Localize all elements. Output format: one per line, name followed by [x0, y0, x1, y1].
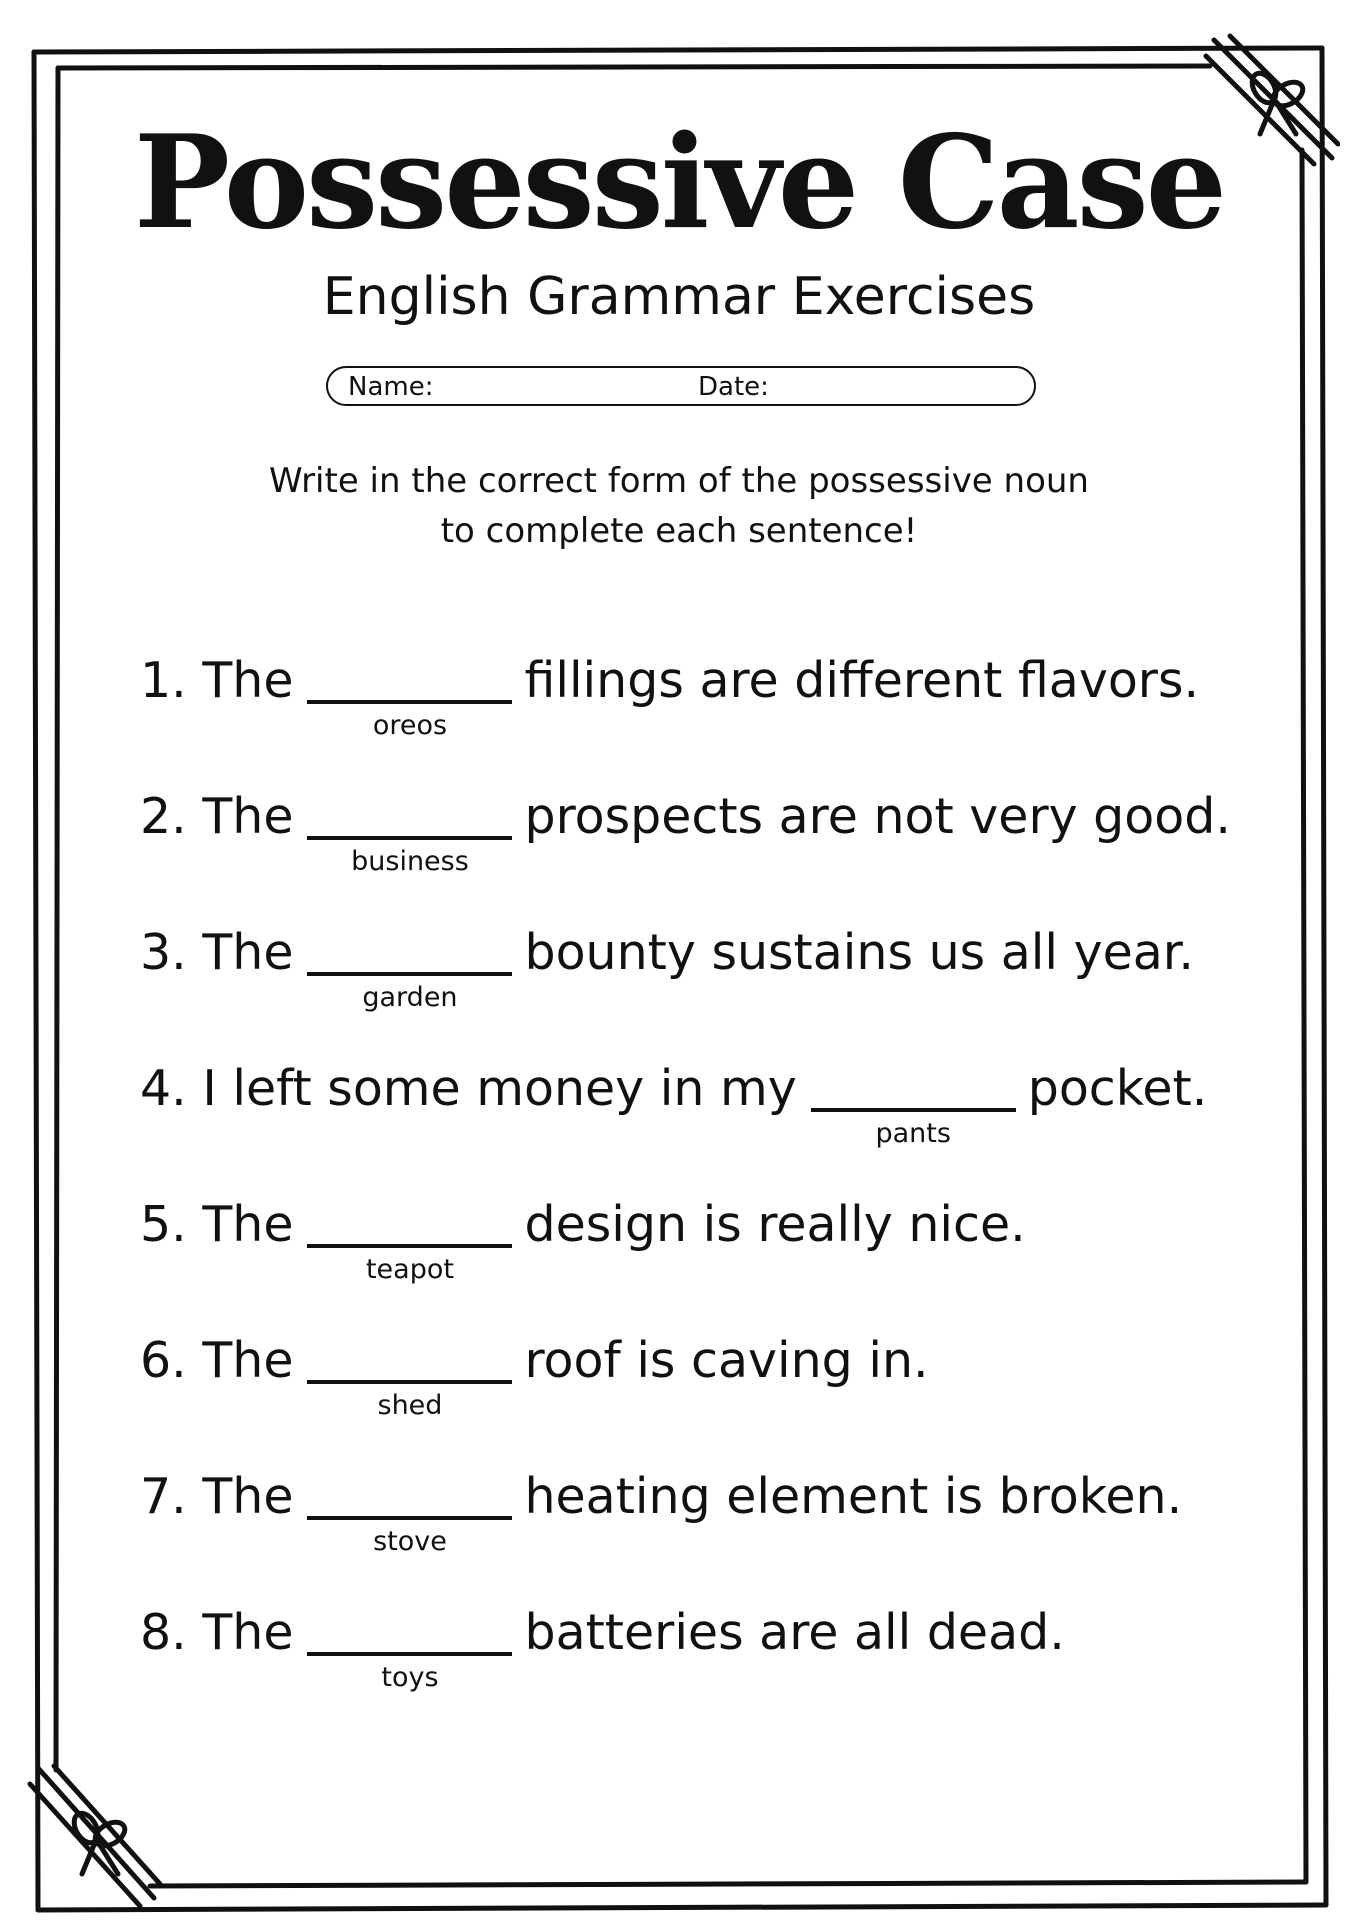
exercise-text: 5. The	[140, 1196, 294, 1253]
exercise-text: 2. The	[140, 788, 294, 845]
exercise-text: 1. The	[140, 652, 294, 709]
exercise-text: 3. The	[140, 924, 294, 981]
answer-blank[interactable]	[307, 648, 512, 741]
ribbon-bow-icon	[24, 1760, 164, 1910]
hint-word: stove	[373, 1526, 447, 1557]
hint-word: teapot	[365, 1254, 454, 1285]
exercise-5	[140, 1192, 1026, 1292]
exercise-text: 8. The	[140, 1604, 294, 1661]
answer-blank[interactable]	[811, 1056, 1016, 1149]
exercise-7	[140, 1464, 1182, 1564]
answer-blank[interactable]	[307, 1328, 512, 1421]
answer-blank[interactable]	[307, 920, 512, 1013]
date-field[interactable]: Date:	[698, 372, 769, 402]
answer-blank[interactable]	[307, 1600, 512, 1693]
exercise-6	[140, 1328, 929, 1428]
exercise-text: prospects are not very good.	[524, 788, 1231, 845]
exercise-text: 6. The	[140, 1332, 294, 1389]
exercise-text: roof is caving in.	[524, 1332, 929, 1389]
exercise-text: bounty sustains us all year.	[524, 924, 1194, 981]
hint-word: toys	[381, 1662, 439, 1693]
hint-word: garden	[362, 982, 458, 1013]
hint-word: business	[351, 846, 469, 877]
hint-word: shed	[377, 1390, 443, 1421]
answer-blank[interactable]	[307, 1464, 512, 1557]
worksheet-title: Possessive Case	[133, 108, 1225, 258]
exercise-4	[140, 1056, 1207, 1156]
exercise-text: design is really nice.	[524, 1196, 1026, 1253]
exercise-2	[140, 784, 1231, 884]
instructions	[0, 456, 1358, 556]
exercise-text: pocket.	[1027, 1060, 1208, 1117]
answer-blank[interactable]	[307, 784, 512, 877]
name-date-box	[326, 366, 1036, 406]
exercise-8	[140, 1600, 1065, 1700]
exercise-text: 7. The	[140, 1468, 294, 1525]
exercise-3	[140, 920, 1194, 1020]
exercise-text: fillings are different flavors.	[524, 652, 1200, 709]
exercise-1	[140, 648, 1199, 748]
hint-word: oreos	[372, 710, 448, 741]
exercise-text: 4. I left some money in my	[140, 1060, 797, 1117]
exercise-text: batteries are all dead.	[524, 1604, 1065, 1661]
exercise-text: heating element is broken.	[524, 1468, 1183, 1525]
answer-blank[interactable]	[307, 1192, 512, 1285]
instructions-line: Write in the correct form of the possessive noun	[268, 461, 1089, 501]
hint-word: pants	[875, 1118, 951, 1149]
name-field[interactable]: Name:	[348, 372, 434, 402]
worksheet-subtitle: English Grammar Exercises	[322, 267, 1036, 327]
instructions-line: to complete each sentence!	[440, 511, 918, 551]
